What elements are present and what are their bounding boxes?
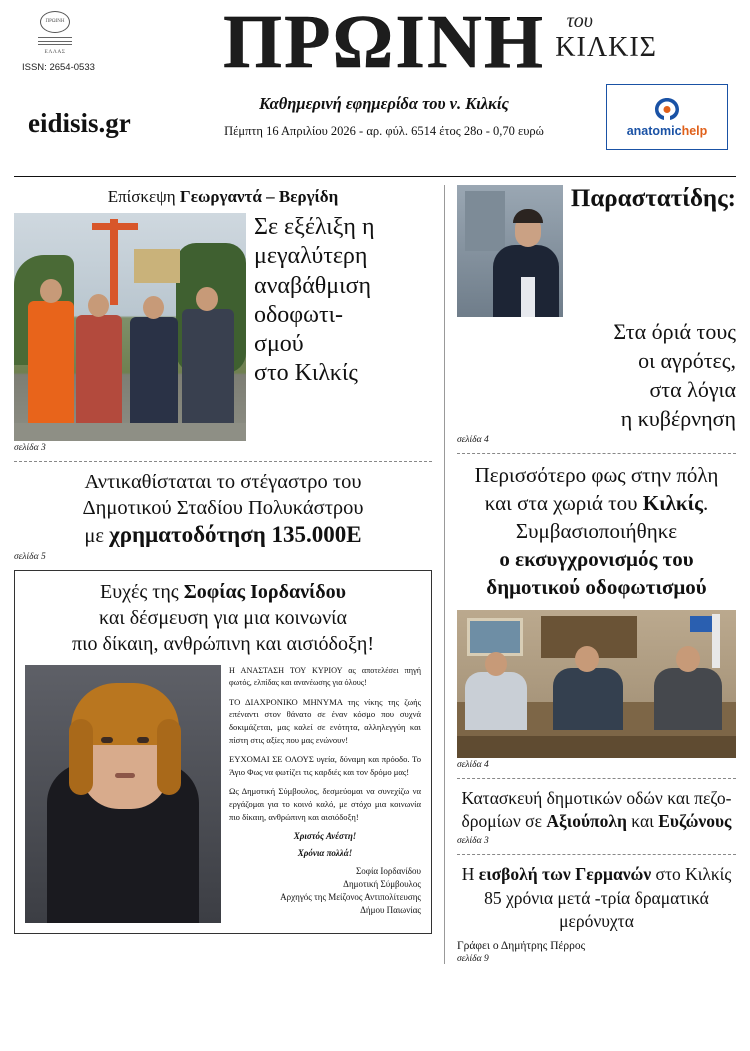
right-story2-line-1: Περισσότερο φως στην πόλη	[474, 463, 719, 488]
story1-photo	[14, 213, 246, 441]
left-divider-1	[14, 461, 432, 462]
right-story4-line-1-post: στο Κιλκίς	[651, 863, 732, 884]
right-story1-line-2: οι αγρότες,	[638, 348, 736, 374]
right-story3-line-2-mid: και	[626, 811, 659, 832]
masthead-divider	[14, 176, 736, 177]
masthead-subtitle: Καθημερινή εφημερίδα του ν. Κιλκίς	[259, 94, 509, 114]
right-story4-headline	[457, 863, 736, 934]
right-divider-1	[457, 453, 736, 454]
signature-line-2: Δημοτική Σύμβουλος	[343, 878, 421, 889]
signature-line-3: Αρχηγός της Μείζονος Αντιπολίτευσης	[280, 891, 421, 902]
right-story3-line-2-pre: δρομίων σε	[461, 811, 547, 832]
stamp-ring	[40, 11, 70, 33]
content-area	[14, 185, 736, 964]
right-story4-caption: σελίδα 9	[457, 953, 489, 964]
right-story2-line-3: Συμβασιοποιήθηκε	[515, 518, 678, 543]
story3-line-1	[25, 579, 421, 605]
right-story2-line-2	[457, 490, 736, 518]
right-story3-headline	[457, 787, 736, 834]
story1-lead-line-1: Σε εξέλιξη η	[254, 214, 375, 240]
title-kilkis: ΚΙΛΚΙΣ	[555, 32, 657, 63]
story3-line-1-pre: Ευχές της	[99, 581, 184, 603]
issn-label: ISSN: 2654-0533	[22, 62, 95, 73]
story1-lead-line-3: αναβάθμιση	[254, 272, 372, 299]
right-story3-line-2	[457, 810, 736, 834]
title-tou: του	[566, 10, 593, 32]
right-story2-photo	[457, 610, 736, 758]
right-story4-line-2: 85 χρόνια μετά -τρία δραματικά μερόνυχτα	[484, 887, 709, 932]
story3-body-area	[25, 665, 421, 923]
right-story4-line-1	[457, 863, 736, 887]
right-story3-caption: σελίδα 3	[457, 835, 489, 846]
story2-line-3	[14, 521, 432, 550]
right-story3-bold-1: Αξιούπολη	[546, 811, 627, 832]
right-story2-line-4: ο εκσυγχρονισμός του	[499, 546, 694, 571]
masthead	[14, 0, 736, 172]
story3-portrait-photo	[25, 665, 221, 923]
right-story3-line-1: Κατασκευή δημοτικών οδών και πεζο-	[461, 787, 732, 808]
story2-headline	[14, 470, 432, 550]
story3-line-1-bold: Σοφίας Ιορδανίδου	[183, 581, 347, 603]
right-story2-line-2-post: .	[702, 491, 709, 516]
right-story1-line-4: η κυβέρνηση	[620, 406, 736, 432]
ad-name-primary: anatomic	[626, 124, 682, 138]
right-story2-caption: σελίδα 4	[457, 759, 489, 770]
right-story1-caption: σελίδα 4	[457, 435, 489, 446]
story2-line-1: Αντικαθίσταται το στέγαστρο του	[84, 471, 362, 493]
right-story4-line-1-pre: Η	[461, 863, 479, 884]
story3-paragraph-1: Η ΑΝΑΣΤΑΣΗ ΤΟΥ ΚΥΡΙΟΥ ας αποτελέσει πηγή φωτός, ελπίδας και ανανέωσης για όλους!	[229, 666, 421, 688]
story1-kicker	[14, 187, 432, 207]
website-link[interactable]: eidisis.gr	[28, 108, 131, 138]
story1-lead-line-5: σμού	[254, 331, 304, 358]
story3-line-3: πιο δίκαιη, ανθρώπινη και αισιόδοξη!	[72, 633, 374, 655]
right-story2-headline	[457, 462, 736, 602]
right-story3-bold-2: Ευζώνους	[658, 811, 732, 832]
issue-info: Πέμπτη 16 Απριλίου 2026 - αρ. φύλ. 6514 έτος 28ο - 0,70 ευρώ	[224, 124, 544, 139]
story2-line-3-pre: με	[84, 525, 110, 548]
anatomichelp-logo-icon	[652, 96, 682, 122]
story1-caption: σελίδα 3	[14, 443, 46, 453]
story3-greeting-1: Χριστός Ανέστη!	[293, 830, 357, 841]
right-story4-line-1-bold: εισβολή των Γερμανών	[478, 863, 652, 884]
postal-stamp-icon	[22, 10, 88, 56]
story3-paragraph-2: ΤΟ ΔΙΑΧΡΟΝΙΚΟ ΜΗΝΥΜΑ της νίκης της ζωής επέναντι στον θάνατο σε έναν κόσμο που συχνά δοκιμάζεται, μας καλεί σε ενότητα, αλληλεγγύη και πίστη στις αξίες που μας ενώνουν!	[229, 696, 421, 746]
right-story4-byline: Γράφει ο Δημήτρης Πέρρος	[457, 939, 586, 952]
story3-paragraph-3: ΕΥΧΟΜΑΙ ΣΕ ΟΛΟΥΣ υγεία, δύναμη και πρόοδο. Το Άγιο Φως να φωτίζει τις καρδιές και τον δρόμο μας!	[229, 754, 421, 778]
story3-signature	[229, 865, 421, 917]
story3-box	[14, 570, 432, 934]
story1-block	[14, 213, 432, 453]
right-story1-name: Παραστατίδης:	[570, 185, 736, 212]
right-divider-3	[457, 854, 736, 855]
left-column	[14, 185, 444, 964]
ad-name-secondary: help	[681, 124, 708, 138]
story1-lead-line-2: μεγαλύτερη	[254, 243, 368, 270]
right-story1-photo	[457, 185, 563, 317]
story2-line-2: Δημοτικού Σταδίου Πολυκάστρου	[82, 496, 364, 519]
right-story1-line-3: στα λόγια	[649, 377, 736, 403]
right-story1-line-1: Στα όριά τους	[613, 319, 736, 344]
story1-kicker-bold: Γεωργαντά – Βεργίδη	[179, 187, 339, 206]
right-story2-line-2-bold: Κιλκίς	[642, 491, 703, 516]
right-story1-headline	[457, 317, 736, 433]
story3-paragraph-4: Ως Δημοτική Σύμβουλος, δεσμεύομαι να συνεχίζω να εργάζομαι για το κοινό καλό, με στόχο μια κοινωνία πιο δίκαιη, ανθρώπινη και αισιόδοξη!	[229, 785, 421, 822]
story2-caption: σελίδα 5	[14, 552, 46, 562]
right-divider-2	[457, 778, 736, 779]
right-story2-line-5: δημοτικού οδοφωτισμού	[486, 574, 707, 599]
right-column	[444, 185, 736, 964]
stamp-lines-icon	[38, 36, 72, 48]
story1-lead-line-4: οδοφωτι-	[254, 301, 344, 328]
story3-body-text	[229, 665, 421, 923]
stamp-country-label: ΕΛΛΑΣ	[44, 49, 66, 55]
story3-line-2: και δέσμευση για μια κοινωνία	[98, 607, 348, 629]
advertisement-anatomichelp[interactable]	[606, 84, 728, 150]
story1-lead	[254, 213, 375, 453]
story2-line-3-bold: χρηματοδότηση 135.000Ε	[109, 522, 362, 548]
stamp-inner-text: ΠΡΩΙΝΗ	[45, 19, 65, 25]
signature-line-4: Δήμου Παιωνίας	[360, 904, 421, 915]
page-title: ΠΡΩΙΝΗ	[223, 0, 545, 84]
signature-line-1: Σοφία Ιορδανίδου	[356, 865, 421, 876]
right-story2-line-2-pre: και στα χωριά του	[484, 491, 643, 516]
story3-greeting-2: Χρόνια πολλά!	[297, 848, 353, 859]
story3-headline	[25, 579, 421, 657]
story1-kicker-plain: Επίσκεψη	[107, 187, 180, 206]
story1-lead-line-6: στο Κιλκίς	[254, 360, 358, 387]
